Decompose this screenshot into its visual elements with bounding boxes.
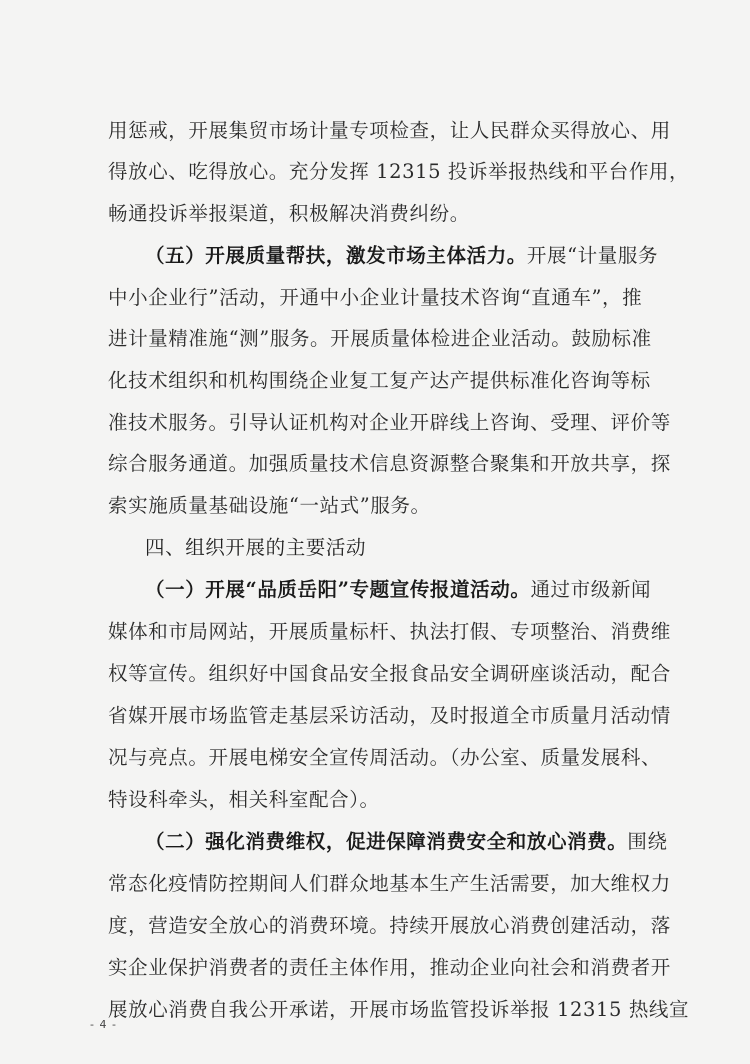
line-text: 进计量精准施“测”服务。开展质量体检进企业活动。鼓励标准 (108, 327, 652, 350)
body-line-20 (108, 906, 671, 946)
body-line-19 (108, 864, 671, 904)
line-text: 常态化疫情防控期间人们群众地基本生产生活需要，加大维权力 (108, 872, 671, 895)
body-line-5 (108, 278, 642, 318)
body-line-13 (108, 612, 671, 652)
body-line-16 (108, 738, 661, 778)
subsection-one-heading: （一）开展“品质岳阳”专题宣传报道活动。 (145, 578, 531, 601)
page-number: - 4 - (90, 1018, 117, 1031)
line-text: 围绕 (627, 830, 668, 853)
body-line-9 (108, 444, 671, 484)
subsection-two-heading: （二）强化消费维权，促进保障消费安全和放心消费。 (145, 830, 628, 853)
line-text: 展放心消费自我公开承诺，开展市场监管投诉举报 12315 热线宣 (108, 998, 690, 1021)
line-text: 通过市级新闻 (530, 578, 652, 601)
line-text: 度，营造安全放心的消费环境。持续开展放心消费创建活动，落 (108, 914, 671, 937)
body-line-15 (108, 696, 671, 736)
body-line-6 (108, 319, 652, 359)
line-text: 用惩戒，开展集贸市场计量专项检查，让人民群众买得放心、用 (108, 119, 671, 142)
line-text: 特设科牵头，相关科室配合）。 (108, 788, 380, 811)
section-four-heading (145, 528, 366, 568)
body-line-1 (108, 111, 671, 151)
line-text: 得放心、吃得放心。充分发挥 12315 投诉举报热线和平台作用， (108, 160, 690, 183)
line-text: 中小企业行”活动，开通中小企业计量技术咨询“直通车”，推 (108, 286, 643, 309)
line-text: 索实施质量基础设施“一站式”服务。 (108, 494, 431, 517)
line-text: 化技术组织和机构围绕企业复工复产达产提供标准化咨询等标 (108, 369, 651, 392)
line-text: 开展“计量服务 (526, 244, 659, 267)
body-line-22 (108, 990, 689, 1030)
subsection-one-heading-line (145, 570, 651, 610)
line-text: 权等宣传。组织好中国食品安全报食品安全调研座谈活动，配合 (108, 662, 671, 685)
body-line-7 (108, 361, 651, 401)
body-line-14 (108, 654, 671, 694)
subsection-two-heading-line (145, 822, 668, 862)
section-five-heading: （五）开展质量帮扶，激发市场主体活力。 (145, 244, 527, 267)
line-text: 媒体和市局网站，开展质量标杆、执法打假、专项整治、消费维 (108, 620, 671, 643)
body-line-8 (108, 403, 671, 443)
body-line-17 (108, 780, 380, 820)
line-text: 综合服务通道。加强质量技术信息资源整合聚集和开放共享，探 (108, 452, 671, 475)
section-four-title: 四、组织开展的主要活动 (145, 536, 367, 559)
line-text: 况与亮点。开展电梯安全宣传周活动。（办公室、质量发展科、 (108, 746, 662, 769)
line-text: 畅通投诉举报渠道，积极解决消费纠纷。 (108, 202, 470, 225)
body-line-3 (108, 194, 470, 234)
line-text: 准技术服务。引导认证机构对企业开辟线上咨询、受理、评价等 (108, 411, 671, 434)
line-text: 省媒开展市场监管走基层采访活动，及时报道全市质量月活动情 (108, 704, 671, 727)
section-five-heading-line (145, 236, 658, 276)
line-text: 实企业保护消费者的责任主体作用，推动企业向社会和消费者开 (108, 956, 671, 979)
body-line-2 (108, 152, 689, 192)
body-line-21 (108, 948, 671, 988)
body-line-10 (108, 486, 431, 526)
